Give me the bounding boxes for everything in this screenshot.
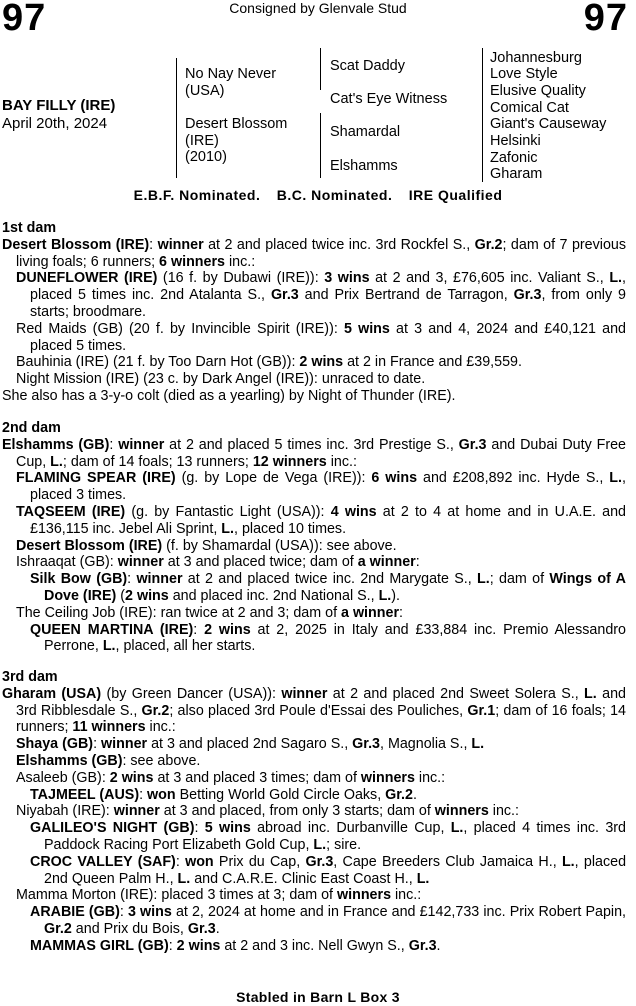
dam-country: (IRE)	[185, 132, 219, 149]
text: Bauhinia (IRE) (21 f. by Too Darn Hot (GB)):	[16, 354, 300, 371]
bold-text: winner	[101, 736, 148, 753]
text: and Dubai Duty Free Cup,	[16, 436, 626, 470]
first-dam-section	[2, 220, 626, 405]
bold-text: L.	[378, 587, 392, 604]
lot-number-left: 97	[2, 0, 47, 39]
pedigree-entry	[2, 371, 626, 388]
bold-text: 2 wins	[176, 937, 221, 954]
text: : see above.	[122, 752, 201, 769]
text: at 2 in France and £39,559.	[343, 354, 522, 371]
section-body	[2, 686, 626, 955]
bold-text: L.	[471, 736, 485, 753]
text: at 2 and 3, £76,605 inc. Valiant S.,	[369, 270, 610, 287]
consignor-line: Consigned by Glenvale Stud	[229, 0, 407, 16]
text: ).	[391, 587, 401, 604]
text: .	[215, 920, 220, 937]
bold-text: 2 wins	[109, 769, 154, 786]
text: .	[412, 786, 417, 803]
bold-text: 6 winners	[159, 253, 225, 270]
pedigree-entry	[2, 321, 626, 355]
text: at 2 and placed twice inc. 2nd Marygate S.,	[182, 571, 478, 588]
text: (f. by Shamardal (USA)): see above.	[162, 537, 397, 554]
bold-text: L.	[416, 870, 430, 887]
text: , Magnolia S.,	[380, 736, 472, 753]
pedigree-entry	[2, 388, 626, 405]
bold-text: Shaya (GB)	[16, 736, 94, 753]
bold-text: a winner	[357, 554, 416, 571]
pedigree-entry	[2, 554, 626, 571]
section-heading: 2nd dam	[2, 420, 61, 436]
section-body	[2, 437, 626, 655]
bold-text: Gr.2	[141, 702, 170, 719]
pedigree-entry	[2, 787, 626, 804]
bold-text: Gr.2	[385, 786, 413, 803]
text: Ishraaqat (GB):	[16, 554, 118, 571]
text: , placed 4 times inc. 3rd Paddock Racing Port Elizabeth Gold Cup,	[44, 820, 626, 853]
bold-text: 3 wins	[324, 270, 370, 287]
dam-sire: Shamardal	[330, 124, 401, 140]
text: inc.:	[488, 803, 520, 820]
bold-text: MAMMAS GIRL (GB)	[30, 937, 169, 954]
pedigree-entry	[2, 538, 626, 555]
text: , placed, all her starts.	[115, 638, 256, 655]
bold-text: Gr.3	[305, 853, 334, 870]
ancestor-gen3: Zafonic	[490, 150, 538, 166]
text: :	[175, 853, 186, 870]
bold-text: Silk Bow (GB)	[30, 571, 128, 588]
bold-text: won	[185, 853, 214, 870]
pedigree-entry	[2, 437, 626, 471]
ebf-nomination: E.B.F. Nominated.	[133, 187, 261, 203]
pedigree-entry	[2, 686, 626, 736]
bold-text: L.	[609, 470, 623, 487]
pedigree-entry	[2, 571, 626, 605]
text: .	[436, 937, 441, 954]
bold-text: L.	[609, 270, 623, 287]
text: ; dam of	[489, 571, 550, 588]
section-heading: 1st dam	[2, 220, 57, 236]
pedigree-entry	[2, 904, 626, 938]
text: Mamma Morton (IRE): placed 3 times at 3; dam of	[16, 887, 337, 904]
bold-text: 2 wins	[125, 587, 169, 604]
text: ; dam of 7 previous living foals; 6 runners;	[16, 236, 627, 270]
bold-text: Gr.3	[513, 287, 542, 304]
text: :	[193, 621, 205, 638]
ancestor-gen3: Helsinki	[490, 133, 541, 149]
dam	[185, 116, 315, 166]
text: :	[109, 436, 119, 453]
bold-text: FLAMING SPEAR (IRE)	[16, 470, 176, 487]
text: and £208,892 inc. Hyde S.,	[417, 470, 610, 487]
bold-text: Gharam (USA)	[2, 685, 102, 702]
text: ; also placed 3rd Poule d'Essai des Pouliches,	[169, 702, 468, 719]
bold-text: L.	[221, 520, 234, 537]
sire-country: (USA)	[185, 82, 225, 99]
text: :	[415, 554, 420, 571]
pedigree-divider	[482, 48, 483, 182]
bold-text: a winner	[341, 604, 400, 621]
bold-text: Gr.3	[408, 937, 437, 954]
text: :	[127, 571, 137, 588]
bold-text: L.	[313, 836, 327, 853]
text: at 3 and placed, from only 3 starts; dam of	[159, 803, 435, 820]
section-body	[2, 237, 626, 405]
text: (	[116, 587, 126, 604]
pedigree-entry	[2, 736, 626, 753]
pedigree-entry	[2, 504, 626, 538]
sire-dam: Cat's Eye Witness	[330, 91, 448, 107]
pedigree-entry	[2, 270, 626, 320]
text: , placed 2nd Queen Palm H.,	[44, 853, 627, 887]
text: and Prix Bertrand de Tarragon,	[298, 287, 514, 304]
bold-text: winner	[136, 571, 183, 588]
text: ; sire.	[326, 836, 362, 853]
text: Red Maids (GB) (20 f. by Invincible Spirit (IRE)):	[16, 320, 344, 337]
bold-text: Gr.3	[458, 436, 487, 453]
bold-text: winners	[434, 803, 489, 820]
stabling-info: Stabled in Barn L Box 3	[236, 989, 400, 1005]
sire-name: No Nay Never	[185, 66, 277, 82]
text: and Prix du Bois,	[71, 920, 188, 937]
third-dam-section	[2, 669, 626, 955]
text: , from only 9 starts; broodmare.	[30, 287, 626, 320]
bold-text: Elshamms (GB)	[16, 752, 123, 769]
bold-text: winners	[360, 769, 415, 786]
bold-text: GALILEO'S NIGHT (GB)	[30, 820, 195, 837]
section-heading: 3rd dam	[2, 669, 58, 685]
bold-text: winner	[117, 554, 164, 571]
text: , Cape Breeders Club Jamaica H.,	[333, 853, 562, 870]
text: :	[399, 604, 403, 621]
pedigree-entry	[2, 803, 626, 820]
nominations	[0, 187, 636, 203]
text: , placed 10 times.	[234, 520, 347, 537]
text: inc.:	[414, 769, 446, 786]
text: at 3 and placed 3 times; dam of	[153, 769, 361, 786]
pedigree-entry	[2, 470, 626, 504]
bold-text: 6 wins	[371, 470, 418, 487]
bold-text: Gr.3	[352, 736, 380, 753]
text: at 3 and placed 2nd Sagaro S.,	[147, 736, 353, 753]
second-dam-section	[2, 420, 626, 655]
text: at 3 and placed twice; dam of	[163, 554, 358, 571]
bold-text: 5 wins	[204, 820, 251, 837]
text: (g. by Fantastic Light (USA)):	[125, 503, 331, 520]
bold-text: 2 wins	[299, 354, 344, 371]
text: and C.A.R.E. Clinic East Coast H.,	[190, 870, 417, 887]
dam-year: (2010)	[185, 149, 227, 165]
text: The Ceiling Job (IRE): ran twice at 2 and 3; dam of	[16, 604, 342, 621]
ire-qualified: IRE Qualified	[408, 187, 503, 203]
text: and placed inc. 2nd National S.,	[168, 587, 379, 604]
pedigree-entry	[2, 622, 626, 656]
bold-text: Gr.2	[474, 236, 503, 253]
text: Niyabah (IRE):	[16, 803, 114, 820]
bold-text: winner	[281, 685, 328, 702]
text: , placed 3 times.	[30, 470, 626, 504]
text: :	[149, 236, 158, 253]
pedigree-divider	[320, 48, 321, 90]
bold-text: 3 wins	[127, 904, 172, 921]
ancestor-gen3: Comical Cat	[490, 100, 569, 116]
pedigree-entry	[2, 753, 626, 770]
text: :	[119, 904, 128, 921]
pedigree-entry	[2, 938, 626, 955]
bold-text: DUNEFLOWER (IRE)	[16, 270, 158, 287]
text: inc.:	[391, 887, 422, 904]
bold-text: 12 winners	[252, 453, 327, 470]
text: :	[139, 786, 148, 803]
bold-text: Wings of A Dove (IRE)	[44, 571, 626, 604]
bold-text: TAJMEEL (AUS)	[30, 786, 140, 803]
bold-text: 2 wins	[204, 621, 251, 638]
horse-name: BAY FILLY (IRE)	[2, 97, 116, 114]
bold-text: winner	[157, 236, 204, 253]
ancestor-gen3: Gharam	[490, 166, 543, 182]
text: , placed 5 times inc. 2nd Atalanta S.,	[30, 270, 627, 304]
bold-text: L.	[450, 820, 464, 837]
text: (16 f. by Dubawi (IRE)):	[157, 270, 325, 287]
text: and 3rd Ribblesdale S.,	[16, 685, 626, 719]
text: Night Mission (IRE) (23 c. by Dark Angel (IRE)): unraced to date.	[16, 371, 426, 388]
pedigree-divider	[176, 58, 177, 178]
dam-name: Desert Blossom	[185, 116, 288, 132]
text: :	[93, 736, 102, 753]
bold-text: QUEEN MARTINA (IRE)	[30, 621, 194, 638]
text: :	[168, 937, 177, 954]
text: at 3 and 4, 2024 and £40,121 and placed 5 times.	[30, 320, 626, 354]
pedigree-entry	[2, 820, 626, 854]
pedigree-entry	[2, 237, 626, 271]
ancestor-gen3: Johannesburg	[490, 50, 582, 66]
foaled-date: April 20th, 2024	[2, 115, 108, 132]
bold-text: L.	[477, 571, 490, 588]
pedigree-divider	[320, 113, 321, 178]
text: ; dam of 14 foals; 13 runners;	[62, 453, 253, 470]
text: abroad inc. Durbanville Cup,	[250, 820, 451, 837]
bold-text: Gr.1	[467, 702, 496, 719]
sire	[185, 66, 315, 99]
bold-text: Desert Blossom (IRE)	[2, 236, 150, 253]
text: (by Green Dancer (USA)):	[101, 685, 282, 702]
text: She also has a 3-y-o colt (died as a yearling) by Night of Thunder (IRE).	[2, 387, 456, 404]
bold-text: winner	[118, 436, 165, 453]
bold-text: Desert Blossom (IRE)	[16, 537, 163, 554]
pedigree-entry	[2, 770, 626, 787]
text: at 2 to 4 at home and in U.A.E. and £136,115 inc. Jebel Ali Sprint,	[30, 503, 627, 537]
text: at 2, 2024 at home and in France and £142,733 inc. Prix Robert Papin,	[171, 904, 627, 921]
bold-text: Elshamms (GB)	[2, 436, 110, 453]
pedigree-entry	[2, 887, 626, 904]
pedigree-entry	[2, 854, 626, 888]
text: ; dam of 16 foals; 14 runners;	[16, 702, 626, 736]
bold-text: TAQSEEM (IRE)	[16, 503, 126, 520]
dam-dam: Elshamms	[330, 158, 398, 174]
bold-text: ARABIE (GB)	[30, 904, 120, 921]
text: (g. by Lope de Vega (IRE)):	[175, 470, 372, 487]
bold-text: won	[147, 786, 176, 803]
bold-text: 4 wins	[330, 503, 377, 520]
bold-text: 5 wins	[343, 320, 390, 337]
text: Betting World Gold Circle Oaks,	[175, 786, 386, 803]
text: at 2 and placed 5 times inc. 3rd Prestige S.,	[164, 436, 459, 453]
text: inc.:	[145, 719, 176, 736]
ancestor-gen3: Giant's Causeway	[490, 116, 607, 132]
bold-text: winners	[337, 887, 392, 904]
text: at 2 and placed twice inc. 3rd Rockfel S.,	[203, 236, 475, 253]
text: inc.:	[225, 253, 256, 270]
text: :	[194, 820, 205, 837]
bold-text: CROC VALLEY (SAF)	[30, 853, 176, 870]
bold-text: L.	[561, 853, 575, 870]
bold-text: 11 winners	[72, 719, 146, 736]
text: at 2 and placed 2nd Sweet Solera S.,	[327, 685, 585, 702]
bold-text: Gr.3	[270, 287, 299, 304]
bold-text: L.	[102, 638, 116, 655]
bold-text: L.	[584, 685, 597, 702]
text: at 2, 2025 in Italy and £33,884 inc. Premio Alessandro Perrone,	[44, 621, 626, 655]
ancestor-gen3: Elusive Quality	[490, 83, 586, 99]
bold-text: Gr.2	[44, 920, 72, 937]
bold-text: Gr.3	[187, 920, 216, 937]
pedigree-entry	[2, 354, 626, 371]
ancestor-gen3: Love Style	[490, 66, 558, 82]
text: at 2 and 3 inc. Nell Gwyn S.,	[220, 937, 409, 954]
text: inc.:	[326, 453, 357, 470]
bc-nomination: B.C. Nominated.	[276, 187, 393, 203]
text: Asaleeb (GB):	[16, 769, 110, 786]
sire-sire: Scat Daddy	[330, 58, 405, 74]
bold-text: winner	[113, 803, 160, 820]
pedigree-entry	[2, 605, 626, 622]
bold-text: L.	[177, 870, 191, 887]
lot-number-right: 97	[583, 0, 628, 39]
text: Prix du Cap,	[213, 853, 306, 870]
bold-text: L.	[50, 453, 63, 470]
